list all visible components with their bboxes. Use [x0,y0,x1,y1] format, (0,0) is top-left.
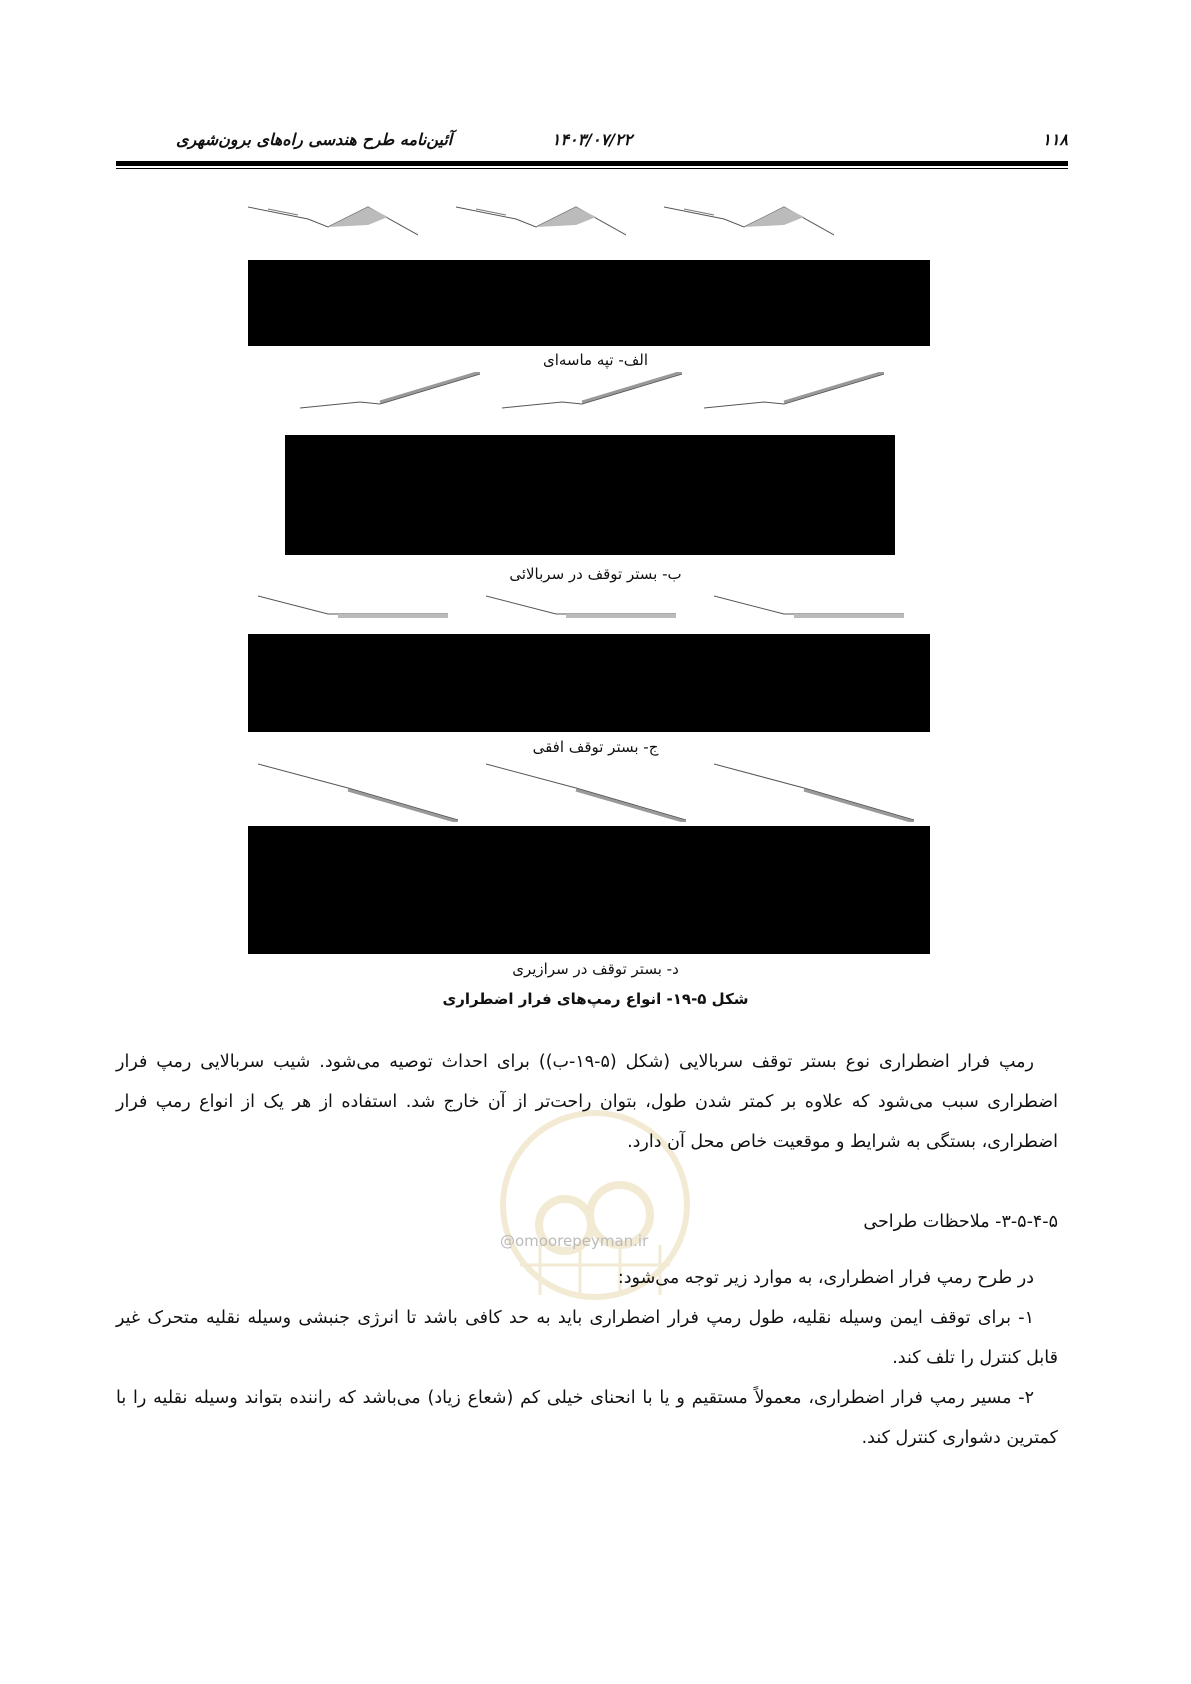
sketch-descending-bed-1 [258,762,458,822]
paragraph-arrester-bed-types [116,1042,1058,1162]
sketch-ascending-bed-1 [300,372,480,410]
page-header [116,130,1068,158]
sketch-descending-bed-2 [486,762,686,822]
header-rule-thick [116,161,1068,166]
section-heading: ۳-۵-۴-۵- ملاحظات طراحی [863,1212,1058,1232]
redacted-figure-b [285,435,895,555]
watermark-text: @omoorepeyman.ir [500,1232,649,1250]
list-item-2: ۲- مسیر رمپ فرار اضطراری، معمولاً مستقیم و یا با انحنای خیلی کم (شعاع زیاد) می‌باشد که راننده بتواند وسیله نقلیه را با کمترین دشواری کنترل کند. [116,1388,1058,1448]
caption-c: ج- بستر توقف افقی [532,738,659,756]
sketch-sand-pile-2 [456,197,626,239]
page-number: ۱۱۸ [1042,130,1068,149]
sketch-descending-bed-3 [714,762,914,822]
header-date: ۱۴۰۳/۰۷/۲۲ [551,130,633,149]
section-heading-design-considerations [116,1202,1058,1242]
sketch-horizontal-bed-1 [258,592,448,622]
paragraph-1: رمپ فرار اضطراری نوع بستر توقف سربالایی (شکل (۵-۱۹-ب)) برای احداث توصیه می‌شود. شیب سربالایی رمپ فرار اضطراری سبب می‌شود که علاوه بر کمتر شدن طول، بتوان راحت‌تر از آن خارج شد. استفاده از هر یک از انواع رمپ فرار اضطراری، بستگی به شرایط و موقعیت خاص محل آن دارد. [116,1052,1058,1152]
caption-b: ب- بستر توقف در سربالائی [509,565,682,583]
sketch-ascending-bed-2 [502,372,682,410]
figure-title: شکل ۵-۱۹- انواع رمپ‌های فرار اضطراری [442,990,749,1008]
list-design-considerations [116,1258,1058,1458]
sketch-ascending-bed-3 [704,372,884,410]
list-intro: در طرح رمپ فرار اضطراری، به موارد زیر توجه می‌شود: [617,1268,1034,1288]
redacted-figure-c [248,634,930,732]
sketch-sand-pile-1 [248,197,418,239]
caption-d: د- بستر توقف در سرازیری [512,960,679,978]
caption-a: الف- تپه ماسه‌ای [542,351,649,369]
redacted-figure-d [248,826,930,954]
sketch-sand-pile-3 [664,197,834,239]
redacted-figure-a [248,260,930,346]
sketch-horizontal-bed-2 [486,592,676,622]
list-item-1: ۱- برای توقف ایمن وسیله نقلیه، طول رمپ فرار اضطراری باید به حد کافی باشد تا انرژی جنبشی وسیله نقلیه متحرک غیر قابل کنترل را تلف کند. [116,1308,1058,1368]
header-rule-thin [116,168,1068,169]
sketch-horizontal-bed-3 [714,592,904,622]
document-title: آئین‌نامه طرح هندسی راه‌های برون‌شهری [176,130,453,149]
